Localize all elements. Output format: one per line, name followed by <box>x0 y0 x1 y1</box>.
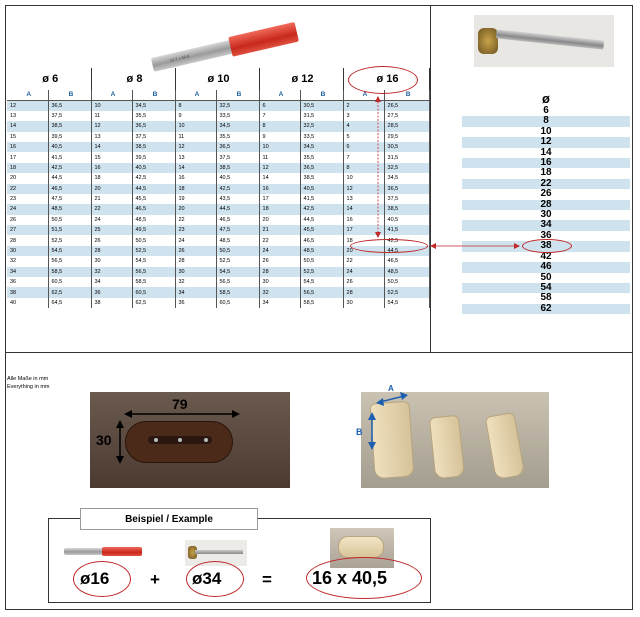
table-cell: 26 <box>7 215 48 225</box>
table-cell: 42,5 <box>216 184 259 194</box>
table-cell: 22 <box>7 184 48 194</box>
table-cell: 50,5 <box>48 215 91 225</box>
table-cell: 33,5 <box>216 111 259 121</box>
table-cell: 46,5 <box>132 204 175 214</box>
table-cell: 54,5 <box>48 246 91 256</box>
table-cell: 54,5 <box>216 267 259 277</box>
bearing-value: 38 <box>462 241 630 251</box>
table-cell: 52,5 <box>48 235 91 245</box>
table-cell: 43,5 <box>216 194 259 204</box>
table-cell: 24 <box>259 246 300 256</box>
table-cell: 38,5 <box>300 173 343 183</box>
table-cell: 54,5 <box>132 256 175 266</box>
table-cell: 50,5 <box>300 256 343 266</box>
col-a-header: A <box>175 90 216 100</box>
table-cell: 34 <box>175 287 216 297</box>
bearing-value: 46 <box>462 262 630 272</box>
table-cell: 46,5 <box>48 184 91 194</box>
table-cell: 36 <box>7 277 48 287</box>
table-cell: 37,5 <box>132 132 175 142</box>
col-a-header: A <box>7 90 48 100</box>
bearing-value: 36 <box>462 231 630 241</box>
table-cell: 28,5 <box>384 121 429 131</box>
table-cell: 47,5 <box>48 194 91 204</box>
table-cell: 17 <box>259 194 300 204</box>
table-cell: 34,5 <box>216 121 259 131</box>
table-cell: 3 <box>343 111 384 121</box>
table-cell: 22 <box>343 256 384 266</box>
col-b-header: B <box>384 90 429 100</box>
table-cell: 20 <box>259 215 300 225</box>
table-cell: 38,5 <box>216 163 259 173</box>
table-cell: 18 <box>91 173 132 183</box>
table-cell: 56,5 <box>216 277 259 287</box>
table-cell: 56,5 <box>300 287 343 297</box>
group-header: ø 6 <box>7 68 91 90</box>
table-cell: 41,5 <box>48 152 91 162</box>
table-cell: 40,5 <box>300 184 343 194</box>
table-cell: 60,5 <box>48 277 91 287</box>
bearing-value: 28 <box>462 200 630 210</box>
table-cell: 36,5 <box>48 100 91 110</box>
table-cell: 50,5 <box>132 235 175 245</box>
table-cell: 20 <box>343 246 384 256</box>
table-cell: 23 <box>175 225 216 235</box>
table-cell: 20 <box>91 184 132 194</box>
example-plus: + <box>150 570 160 589</box>
table-cell: 12 <box>175 142 216 152</box>
table-cell: 58,5 <box>216 287 259 297</box>
router-bit-image: 12.7 x 50.8 <box>146 3 313 88</box>
table-cell: 14 <box>91 142 132 152</box>
table-cell: 36,5 <box>300 163 343 173</box>
table-cell: 31,5 <box>300 111 343 121</box>
table-cell: 18 <box>343 235 384 245</box>
table-cell: 20 <box>175 204 216 214</box>
table-cell: 12 <box>343 184 384 194</box>
example-bit-size: ø16 <box>80 569 110 588</box>
table-cell: 40,5 <box>384 215 429 225</box>
table-cell: 26 <box>91 235 132 245</box>
table-cell: 6 <box>343 142 384 152</box>
table-cell: 29,5 <box>384 132 429 142</box>
col-a-header: A <box>343 90 384 100</box>
table-cell: 10 <box>259 142 300 152</box>
table-cell: 14 <box>7 121 48 131</box>
table-cell: 48,5 <box>384 267 429 277</box>
table-cell: 28 <box>259 267 300 277</box>
table-cell: 34 <box>91 277 132 287</box>
table-cell: 30 <box>175 267 216 277</box>
table-cell: 14 <box>259 173 300 183</box>
table-cell: 48,5 <box>132 215 175 225</box>
table-cell: 42,5 <box>384 235 429 245</box>
table-cell: 17 <box>343 225 384 235</box>
bearing-value: 26 <box>462 189 630 199</box>
table-cell: 11 <box>259 152 300 162</box>
example-equals: = <box>262 570 272 589</box>
col-a-header: A <box>91 90 132 100</box>
table-cell: 56,5 <box>48 256 91 266</box>
table-cell: 13 <box>7 111 48 121</box>
table-cell: 32,5 <box>300 121 343 131</box>
table-cell: 14 <box>343 204 384 214</box>
bearing-value: 14 <box>462 148 630 158</box>
col-b-header: B <box>300 90 343 100</box>
table-cell: 48,5 <box>216 235 259 245</box>
table-cell: 60,5 <box>132 287 175 297</box>
table-cell: 44,5 <box>216 204 259 214</box>
table-cell: 44,5 <box>48 173 91 183</box>
example-result: 16 x 40,5 <box>312 568 388 588</box>
table-cell: 30 <box>343 298 384 308</box>
table-cell: 40 <box>7 298 48 308</box>
table-cell: 16 <box>343 215 384 225</box>
table-cell: 38,5 <box>132 142 175 152</box>
table-cell: 36,5 <box>216 142 259 152</box>
table-cell: 40,5 <box>132 163 175 173</box>
table-cell: 32 <box>175 277 216 287</box>
table-cell: 62,5 <box>132 298 175 308</box>
table-cell: 8 <box>343 163 384 173</box>
table-cell: 52,5 <box>216 256 259 266</box>
table-cell: 2 <box>343 100 384 110</box>
table-cell: 20 <box>7 173 48 183</box>
table-cell: 60,5 <box>216 298 259 308</box>
table-cell: 51,5 <box>48 225 91 235</box>
example-router-bit <box>64 546 144 558</box>
col-b-header: B <box>48 90 91 100</box>
bearing-value: 62 <box>462 304 630 314</box>
dimension-a: A <box>388 384 394 393</box>
group-header: ø 8 <box>91 68 175 90</box>
table-cell: 34,5 <box>132 100 175 110</box>
table-cell: 46,5 <box>384 256 429 266</box>
bearing-value: 8 <box>462 116 630 126</box>
table-cell: 34,5 <box>300 142 343 152</box>
table-cell: 30 <box>91 256 132 266</box>
table-cell: 42,5 <box>48 163 91 173</box>
bearing-value: 50 <box>462 273 630 283</box>
width-dimension: 79 <box>172 396 188 412</box>
example-bearing-size: ø34 <box>192 569 222 588</box>
table-cell: 12 <box>259 163 300 173</box>
table-cell: 38,5 <box>48 121 91 131</box>
table-cell: 52,5 <box>132 246 175 256</box>
table-cell: 23 <box>7 194 48 204</box>
note-german: Alle Maße in mm <box>7 376 49 382</box>
table-cell: 18 <box>7 163 48 173</box>
bearing-value: 10 <box>462 127 630 137</box>
table-cell: 64,5 <box>48 298 91 308</box>
table-cell: 22 <box>91 204 132 214</box>
table-cell: 40,5 <box>216 173 259 183</box>
table-cell: 37,5 <box>216 152 259 162</box>
table-cell: 26 <box>175 246 216 256</box>
table-cell: 36 <box>175 298 216 308</box>
table-cell: 50,5 <box>216 246 259 256</box>
table-cell: 11 <box>175 132 216 142</box>
group-header: ø 16 <box>343 68 429 90</box>
table-cell: 48,5 <box>48 204 91 214</box>
table-cell: 24 <box>175 235 216 245</box>
bearing-value: 54 <box>462 283 630 293</box>
table-cell: 30 <box>259 277 300 287</box>
table-cell: 50,5 <box>384 277 429 287</box>
table-cell: 32 <box>91 267 132 277</box>
table-cell: 19 <box>175 194 216 204</box>
table-cell: 35,5 <box>132 111 175 121</box>
table-cell: 38,5 <box>384 204 429 214</box>
table-cell: 24 <box>343 267 384 277</box>
table-cell: 28 <box>7 235 48 245</box>
table-cell: 9 <box>259 132 300 142</box>
table-cell: 62,5 <box>48 287 91 297</box>
table-cell: 10 <box>91 100 132 110</box>
table-cell: 16 <box>175 173 216 183</box>
height-dimension: 30 <box>96 432 112 448</box>
bearing-value: 58 <box>462 293 630 303</box>
table-cell: 39,5 <box>132 152 175 162</box>
table-cell: 52,5 <box>384 287 429 297</box>
col-b-header: B <box>132 90 175 100</box>
table-cell: 18 <box>259 204 300 214</box>
note-english: Everything in mm <box>7 384 50 390</box>
table-cell: 16 <box>259 184 300 194</box>
bearing-value: 22 <box>462 179 630 189</box>
table-cell: 35,5 <box>300 152 343 162</box>
table-cell: 44,5 <box>300 215 343 225</box>
table-cell: 34 <box>259 298 300 308</box>
col-a-header: A <box>259 90 300 100</box>
table-cell: 27,5 <box>384 111 429 121</box>
table-cell: 32,5 <box>216 100 259 110</box>
table-cell: 6 <box>259 100 300 110</box>
table-cell: 31,5 <box>384 152 429 162</box>
bearing-header: ø <box>462 92 630 106</box>
bearing-value: 34 <box>462 220 630 230</box>
table-cell: 45,5 <box>132 194 175 204</box>
table-cell: 46,5 <box>216 215 259 225</box>
table-cell: 12 <box>7 100 48 110</box>
table-cell: 36,5 <box>132 121 175 131</box>
table-cell: 15 <box>7 132 48 142</box>
table-cell: 44,5 <box>384 246 429 256</box>
table-cell: 28 <box>91 246 132 256</box>
table-cell: 4 <box>343 121 384 131</box>
example-label: Beispiel / Example <box>80 508 258 530</box>
bearing-value: 30 <box>462 210 630 220</box>
table-cell: 56,5 <box>132 267 175 277</box>
table-cell: 34,5 <box>384 173 429 183</box>
table-cell: 33,5 <box>300 132 343 142</box>
table-cell: 34 <box>7 267 48 277</box>
table-cell: 39,5 <box>48 132 91 142</box>
table-cell: 54,5 <box>384 298 429 308</box>
bearing-value: 16 <box>462 158 630 168</box>
table-cell: 26 <box>343 277 384 287</box>
table-cell: 7 <box>259 111 300 121</box>
table-cell: 9 <box>175 111 216 121</box>
table-cell: 44,5 <box>132 184 175 194</box>
table-cell: 32 <box>7 256 48 266</box>
group-header: ø 12 <box>259 68 343 90</box>
table-cell: 58,5 <box>132 277 175 287</box>
table-cell: 26 <box>259 256 300 266</box>
table-cell: 24 <box>7 204 48 214</box>
table-cell: 30,5 <box>384 142 429 152</box>
table-cell: 28 <box>175 256 216 266</box>
table-cell: 36,5 <box>384 184 429 194</box>
table-cell: 30 <box>7 246 48 256</box>
dimension-b: B <box>356 427 363 437</box>
table-cell: 13 <box>91 132 132 142</box>
table-cell: 49,5 <box>132 225 175 235</box>
table-cell: 37,5 <box>48 111 91 121</box>
bearing-value: 18 <box>462 168 630 178</box>
table-cell: 58,5 <box>48 267 91 277</box>
table-cell: 22 <box>175 215 216 225</box>
table-cell: 13 <box>175 152 216 162</box>
table-cell: 42,5 <box>300 204 343 214</box>
table-cell: 14 <box>175 163 216 173</box>
table-cell: 32,5 <box>384 163 429 173</box>
table-cell: 25 <box>91 225 132 235</box>
table-cell: 27 <box>7 225 48 235</box>
table-cell: 18 <box>175 184 216 194</box>
table-cell: 35,5 <box>216 132 259 142</box>
table-cell: 40,5 <box>48 142 91 152</box>
table-cell: 38 <box>91 298 132 308</box>
table-cell: 8 <box>175 100 216 110</box>
bearing-value: 42 <box>462 252 630 262</box>
table-cell: 11 <box>91 111 132 121</box>
table-cell: 21 <box>259 225 300 235</box>
table-cell: 16 <box>7 142 48 152</box>
table-cell: 28 <box>343 287 384 297</box>
table-cell: 42,5 <box>132 173 175 183</box>
table-cell: 7 <box>343 152 384 162</box>
table-cell: 16 <box>91 163 132 173</box>
table-cell: 5 <box>343 132 384 142</box>
col-b-header: B <box>216 90 259 100</box>
table-cell: 17 <box>7 152 48 162</box>
table-cell: 47,5 <box>216 225 259 235</box>
table-cell: 12 <box>91 121 132 131</box>
table-cell: 41,5 <box>300 194 343 204</box>
table-cell: 36 <box>91 287 132 297</box>
table-cell: 52,5 <box>300 267 343 277</box>
table-cell: 10 <box>175 121 216 131</box>
table-cell: 21 <box>91 194 132 204</box>
table-cell: 8 <box>259 121 300 131</box>
bearing-value: 12 <box>462 137 630 147</box>
table-cell: 32 <box>259 287 300 297</box>
table-cell: 10 <box>343 173 384 183</box>
table-cell: 48,5 <box>300 246 343 256</box>
bearing-value: 6 <box>462 106 630 116</box>
table-cell: 41,5 <box>384 225 429 235</box>
table-cell: 54,5 <box>300 277 343 287</box>
table-cell: 13 <box>343 194 384 204</box>
table-cell: 46,5 <box>300 235 343 245</box>
table-cell: 30,5 <box>300 100 343 110</box>
table-cell: 38 <box>7 287 48 297</box>
table-cell: 15 <box>91 152 132 162</box>
group-header: ø 10 <box>175 68 259 90</box>
table-cell: 26,5 <box>384 100 429 110</box>
table-cell: 22 <box>259 235 300 245</box>
table-cell: 37,5 <box>384 194 429 204</box>
table-cell: 24 <box>91 215 132 225</box>
table-cell: 45,5 <box>300 225 343 235</box>
table-cell: 58,5 <box>300 298 343 308</box>
